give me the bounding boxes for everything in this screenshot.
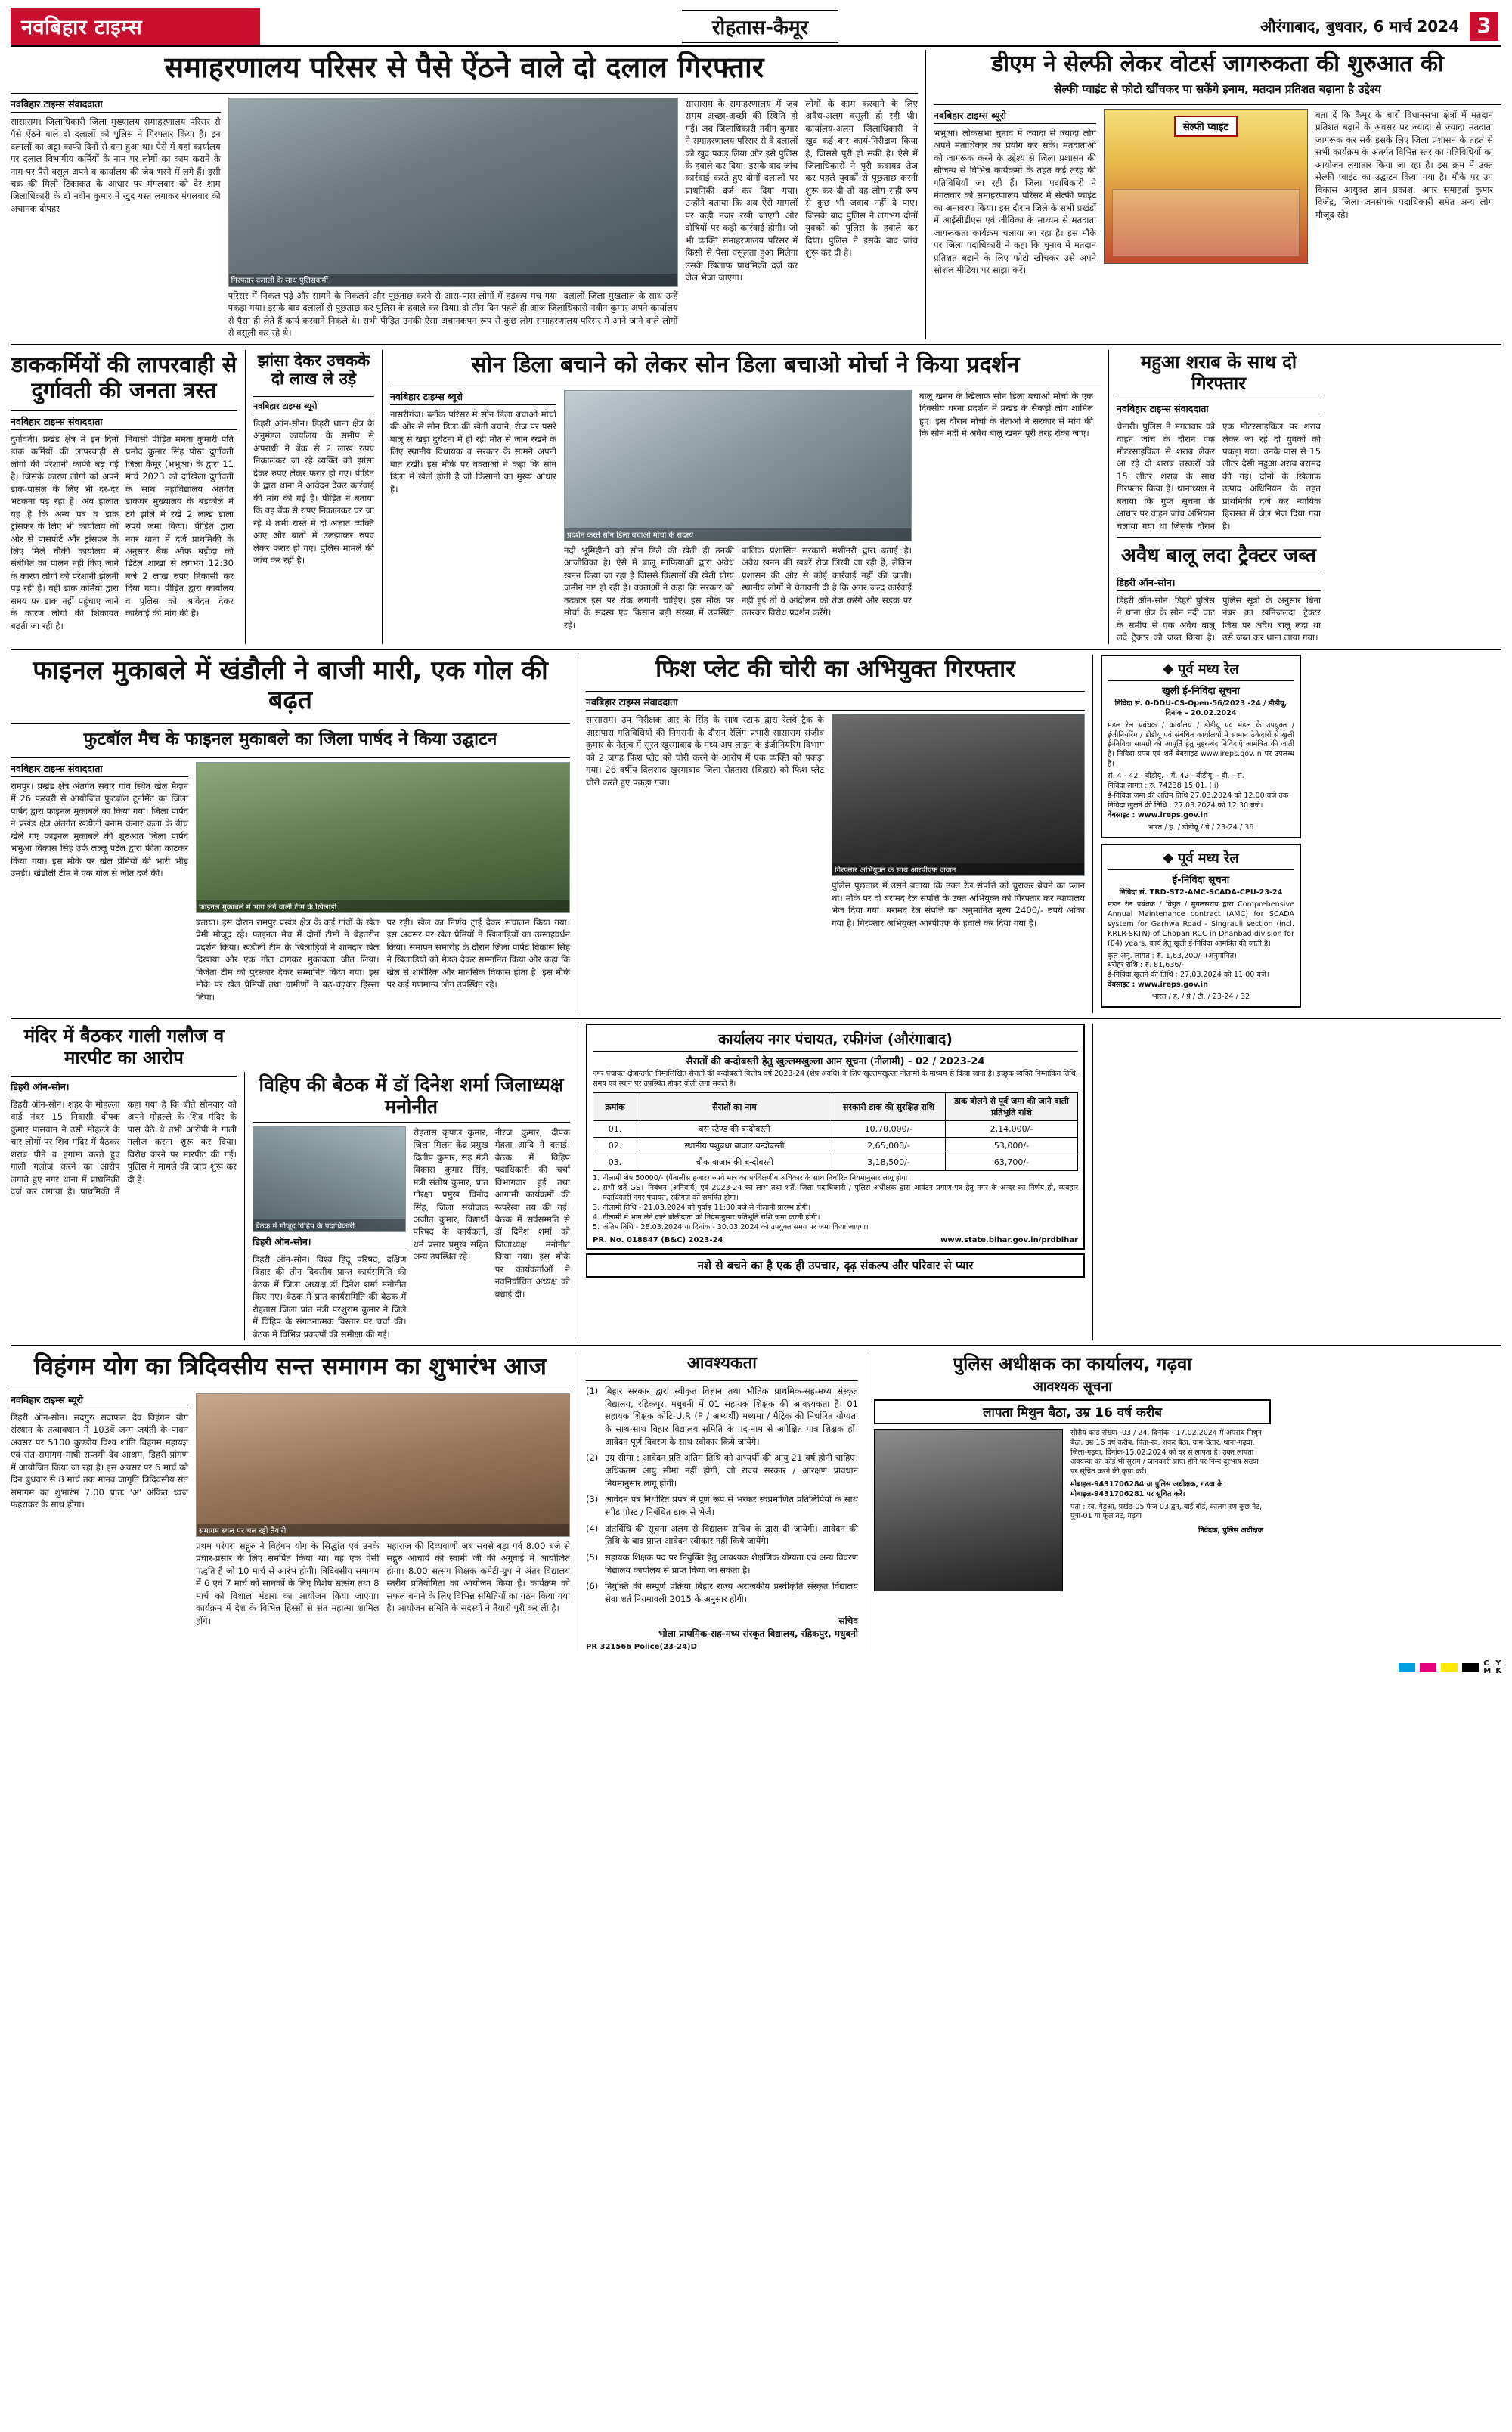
np-note-3: नीलामी में भाग लेने वाले बोलीदाता को नियमानुसार प्रतिभूति राशि जमा करनी होगी। <box>603 1213 820 1222</box>
lead-photo-col <box>228 98 678 339</box>
fishplate-byline: नवबिहार टाइम्स संवाददाता <box>586 696 1085 711</box>
np-col-1: सैरातों का नाम <box>637 1093 832 1121</box>
ad-vacancy <box>586 1351 858 1651</box>
np-col-3: डाक बोलने से पूर्व जमा की जाने वाली प्रतिभूति राशि <box>946 1093 1078 1121</box>
fourth-band <box>11 1024 1501 1340</box>
np-website[interactable]: www.state.bihar.gov.in/prdbihar <box>940 1235 1078 1244</box>
np-cell: 10,70,000/- <box>832 1121 946 1138</box>
fishplate-headline: फिश प्लेट की चोरी का अभियुक्त गिरफ्तार <box>655 655 1015 683</box>
vihangam-photo-col <box>196 1393 570 1627</box>
story-son <box>390 350 1101 644</box>
color-swatch-cyan <box>1399 1663 1415 1672</box>
cmyk-y: Y <box>1495 1659 1501 1668</box>
dm-col-1 <box>934 109 1096 276</box>
lead-photo-caption: गिरफ्तार दलालों के साथ पुलिसकर्मी <box>229 274 677 286</box>
ad-rail-2-body: मंडल रेल प्रबंधक / विद्युत / मुगलसराय द्वारा Comprehensive Annual Maintenance contract (AMC) for SCADA system for Garhwa Road - Singrauli section (incl. KRLR-SKTN) of Chopan RCC in Dhanbad division for (04) years, कार्य हेतु खुली ई-निविदा आमंत्रित की जाती है। <box>1108 900 1294 948</box>
football-photo-caption: फाइनल मुकाबले में भाग लेने वाली टीम के खिलाड़ी <box>197 900 569 912</box>
dm-col-2 <box>1315 109 1493 276</box>
police-banner: लापता मिथुन बैठा, उम्र 16 वर्ष करीब <box>874 1399 1271 1424</box>
list-item: (5) सहायक शिक्षक पद पर नियुक्ति हेतु आवश्यक शैक्षणिक योग्यता एवं अन्य विवरण विद्यालय कार्यालय से प्राप्त किया जा सकता है। <box>586 1552 858 1575</box>
jhansa-text: डिहरी ऑन-सोन। डिहरी थाना क्षेत्र के अनुमंडल कार्यालय के समीप से अपराधी ने बैंक से 2 लाख रुपए निकालकर जा रहे व्यक्ति को झांसा देकर रुपए लेकर फरार हो गए। पीड़ित के द्वारा थाना में आवेदन देकर कार्रवाई की मांग की गई है। पीड़ित ने बताया कि वह बैंक से रुपए निकालकर घर जा रहे थे तभी रास्ते में दो अज्ञात व्यक्ति आए और बातों में उलझाकर रुपए लेकर फरार हो गए। पुलिस मामले की जांच कर रही है। <box>253 418 374 566</box>
football-subhead: फुटबॉल मैच के फाइनल मुकाबले का जिला पार्षद ने किया उद्घाटन <box>83 729 497 749</box>
vacancy-title: आवश्यकता <box>687 1353 757 1373</box>
ad-rail-1-body: मंडल रेल प्रबंधक / कार्यालय / डीडीयू एवं मंडल के उपयुक्त / इंजीनियरिंग / डीडीयू एवं संबंधित कार्यालयों में सामान ठेकेदारों से खुली ई-निविदा सामग्री की आपूर्ति हेतु मुहर-बंद निविदाएँ आमंत्रित की जाती हैं। निविदा प्रपत्र एवं शर्तें वेबसाइट www.ireps.gov.in पर उपलब्ध हैं। <box>1108 720 1294 769</box>
list-item: (2) उम्र सीमा : आवेदन प्रति अंतिम तिथि को अभ्यर्थी की आयु 21 वर्ष होनी चाहिए। अधिकतम आयु सीमा नहीं होगी, जो राज्य सरकार / आरक्षण प्रावधान नियमानुसार लागू होगी। <box>586 1452 858 1489</box>
son-text-1: नासरीगंज। ब्लॉक परिसर में सोन डिला बचाओ मोर्चा की ओर से सोन डिला की खेती बचाने, रोज पर पसरे बालू से खड़ा दुर्घटना में हो रही मौत से जान रखने के लिए स्थानीय विधायक व सरकार के सामने अपनी बात रखी। इस मौके पर वक्ताओं ने कहा कि सोन डिला में खेती होती है जो किसानों का मुख्य आधार है। <box>390 408 556 494</box>
football-photo-col <box>196 762 570 1003</box>
vihangam-headline: विहंगम योग का त्रिदिवसीय सन्त समागम का शुभारंभ आज <box>34 1351 547 1380</box>
right-col-band2 <box>1117 350 1321 644</box>
jhansa-headline: झांसा देकर उचकके दो लाख ले उड़े <box>257 351 370 389</box>
balu-headline: अवैध बालू लदा ट्रैक्टर जब्त <box>1121 544 1316 568</box>
police-phones: मोबाइल-9431706284 या पुलिस अधीक्षक, गढ़वा के मोबाइल-9431706281 पर सूचित करें। <box>1070 1480 1223 1498</box>
son-byline: नवबिहार टाइम्स ब्यूरो <box>390 390 556 405</box>
ad-rail-2-l2: ई-निविदा खुलने की तिथि : 27.03.2024 को 11.00 बजे। <box>1108 971 1269 980</box>
football-col-1 <box>11 762 188 1003</box>
np-note-2: नीलामी तिथि - 21.03.2024 को पूर्वाह्न 11:00 बजे से नीलामी प्रारम्भ होगी। <box>603 1203 811 1212</box>
ad-rail-1-website[interactable]: वेबसाइट : www.ireps.gov.in <box>1108 811 1208 819</box>
np-cell: 2,65,000/- <box>832 1138 946 1154</box>
police-signoff: निवेदक, पुलिस अधीक्षक <box>1198 1526 1263 1535</box>
band4-spacer <box>1101 1024 1301 1340</box>
ad-rail-1-l1: निविदा लागत : रु. 74238 15.01. (ii) <box>1108 782 1219 791</box>
lead-text-4: लोगों के काम करवाने के लिए अवैध-अलग वसूली हो रही थी। कार्यालय-अलग जिलाधिकारी ने खुद कई बार कार्य-निरीक्षण किया है, जिससे पूरी हो सकी है। ऐसे में जिलाधिकारी ने पूरी कवायद तेज कर पहले युवकों से पूछताछ करनी शुरू कर दी तो वह लोग सही रूप से कुछ भी जवाब नहीं दे पाए। जिसके बाद पुलिस ने लगभग दोनों युवकों को पुलिस के हवाले कर दिया। पुलिस ने इसके बाद जांच शुरू कर दी है। <box>805 98 919 259</box>
np-intro: नगर पंचायत क्षेत्रान्तर्गत निम्नलिखित सैरातों की बन्दोबस्ती वित्तीय वर्ष 2023-24 (शेष अवधि) के लिए खुल्लमखुल्ला नीलामी के माध्यम से किया जाना है। इच्छुक व्यक्ति निम्नांकित तिथि, समय एवं स्थान पर उपस्थित होकर बोली लगा सकते हैं। <box>593 1070 1078 1089</box>
mahua-headline: महुआ शराब के साथ दो गिरफ्तार <box>1140 351 1297 394</box>
son-text-4: बालू खनन के खिलाफ सोन डिला बचाओ मोर्चा के एक दिवसीय धरना प्रदर्शन में प्रखंड के सैकड़ों लोग शामिल हुए। इस दौरान मोर्चा के नेताओं ने सरकार से मांग की कि सोन नदी में अवैध बालू खनन पूरी तरह रोका जाए। <box>919 390 1093 439</box>
mandir-col <box>11 1072 237 1340</box>
mahua-text: चेनारी। पुलिस ने मंगलवार को वाहन जांच के दौरान एक मोटरसाइकिल से शराब लेकर आ रहे दो शराब तस्करों को 15 लीटर शराब के साथ गिरफ्तार किया है। थानाध्यक्ष ने बताया कि गुप्त सूचना के आधार पर वाहन जांच अभियान चलाया गया था जिसके दौरान एक मोटरसाइकिल पर शराब लेकर जा रहे दो युवकों को पकड़ा गया। उनके पास से 15 लीटर देसी महुआ शराब बरामद की गई। दोनों के खिलाफ उत्पाद अधिनियम के तहत प्राथमिकी दर्ज कर न्यायिक हिरासत में जेल भेज दिया गया है। <box>1117 421 1321 531</box>
table-row <box>593 1138 1078 1154</box>
fishplate-text-2: पुलिस पूछताछ में उसने बताया कि उक्त रेल संपत्ति को चुराकर बेचने का प्लान था। मौके पर दो बरामद रेल संपत्ति के उक्त अभियुक्त को गिरफ्तार कर न्यायालय भेज दिया गया। बरामद रेल संपत्ति का अनुमानित मूल्य 2400/- रुपये आंका गया है। गिरफ्तार अभियुक्त आरपीएफ के हवाले कर दिया गया है। <box>832 880 1085 928</box>
story-balu <box>1117 543 1321 643</box>
story-mahua <box>1117 350 1321 533</box>
story-dak <box>11 350 237 644</box>
mandir-text: डिहरी ऑन-सोन। शहर के मोहल्ला वार्ड नंबर 15 निवासी दीपक कुमार पासवान ने उसी मोहल्ले के चार लोगों पर शिव मंदिर में बैठकर शराब पीने व हंगामा करते हुए गाली गलौज करने का आरोप लगाते हुए नगर थाना में प्राथमिकी दर्ज कर लगाया है। प्राथमिकी में कहा गया है कि बीते सोमवार को अपने मोहल्ले के शिव मंदिर के पास बैठे थे तभी आरोपी ने गाली गलौज करना शुरू कर दिया। विरोध करने पर मारपीट की गई। पुलिस ने मामले की जांच शुरू कर दी है। <box>11 1098 237 1197</box>
cmyk-labels <box>1483 1660 1491 1675</box>
np-note-1: सभी शर्तें GST निबंधन (अनिवार्य) एवं 2023-24 का लाभ तथा शर्तें, जिला पदाधिकारी / पुलिस अधीक्षक द्वारा आवंटन प्रमाण-पत्र हेतु नगर के अन्दर का निर्णय हो, व्यवहार पदाधिकारी नगर पंचायत, रफीगंज को समर्पित होगा। <box>603 1184 1078 1202</box>
np-pr-no: PR. No. 018847 (B&C) 2023-24 <box>593 1235 723 1244</box>
np-slogan: नशे से बचने का है एक ही उपचार, दृढ़ संकल्प और परिवार से प्यार <box>586 1253 1085 1278</box>
ad-rail-1-footer: भारत / ह. / डीडीयू / प्रे / 23-24 / 36 <box>1148 823 1254 832</box>
rail-logo-icon-2: ◆ <box>1163 850 1174 866</box>
ad-rail-2-l1: धरोहर राशि : रु. 81,636/- <box>1108 961 1185 970</box>
story-football <box>11 655 570 1014</box>
missing-person-photo <box>874 1429 1063 1591</box>
lead-col-3 <box>686 98 798 339</box>
mandir-byline: डिहरी ऑन-सोन। <box>11 1080 237 1095</box>
son-photo-col <box>564 390 912 631</box>
table-row <box>593 1154 1078 1171</box>
vhp-headline: विहिप की बैठक में डॉ दिनेश शर्मा जिलाध्यक्ष मनोनीत <box>259 1073 564 1118</box>
lead-headline: समाहरणालय परिसर से पैसे ऐंठने वाले दो दलाल गिरफ्तार <box>164 51 764 84</box>
football-text-3: पर रही। खेल का निर्णय ट्राई देकर संचालन किया गया। इस अवसर पर खेल प्रेमियों ने खिलाड़ियों का उत्साहवर्धन किया। समापन समारोह के दौरान जिला पार्षद विकास सिंह ने खिलाड़ियों को मेडल देकर सम्मानित किया और कहा कि खेल से शारीरिक और मानसिक विकास होता है। इस मौके पर कई गणमान्य लोग उपस्थित रहे। <box>386 917 570 990</box>
vacancy-signoff-role: सचिव <box>838 1615 858 1626</box>
lead-text-1: सासाराम। जिलाधिकारी जिला मुख्यालय समाहरणालय परिसर से पैसे ऐंठने वाले दो दलालों को पुलिस ने गिरफ्तार किया है। इन दलालों का अड्डा काफी दिनों से बना हुआ था। ऐसे में यहां कार्यालय पर दलाल विभागीय कर्मियों के नाम पर लोगों का काम कराने के नाम पर पैसे वसूल अपने व कार्यालय की जेब भरने में लगे हैं। इसी चक्र की मिली टिकाकत के आधार पर मंगलवार को देर शाम जिलाधिकारी के दो नवीन कुमार ने खुद गस्त लगाकर मंगलवार की अचानक दोपहर <box>11 116 221 214</box>
left-col-band4 <box>11 1024 570 1340</box>
police-address: पता : स्व. गेड़ुआ, प्रखंड-05 फेज 03 द्वन, बाई बॉर्ड, कालम रण कुछ नैट, पुत्रा-01 या फूल नट, गढ़वा <box>1070 1502 1263 1521</box>
np-col-0: क्रमांक <box>593 1093 637 1121</box>
dm-selfie-story <box>934 50 1501 339</box>
vhp-text-1: डिहरी ऑन-सोन। विश्व हिंदू परिषद, दक्षिण बिहार की तीन दिवसीय प्रान्त कार्यसमिति की बैठक में जिला अध्यक्ष डॉ दिनेश शर्मा मनोनीत किए गए। बैठक में प्रांत कार्यसमिति की बैठक में रोहतास जिला प्रांत मंत्री परशुराम कुमार ने जिले में विहिप के संगठनात्मक विस्तार पर चर्चा की। बैठक में विभिन्न प्रकल्पों की समीक्षा की गई। <box>253 1253 407 1340</box>
np-cell: 3,18,500/- <box>832 1154 946 1171</box>
vhp-text-3: नीरज कुमार, दीपक मेहता आदि ने बताई। बैठक में विहिप पदाधिकारी की चर्चा विभागवार हुई तथा आगामी कार्यक्रमों की रूपरेखा तय की गई। बैठक में सर्वसम्मति से डॉ दिनेश शर्मा को जिलाध्यक्ष मनोनीत किया गया। इस मौके पर कार्यकर्ताओं ने नवनिर्वाचित अध्यक्ष को बधाई दी। <box>494 1126 571 1300</box>
ad-rail-2-website[interactable]: वेबसाइट : www.ireps.gov.in <box>1108 981 1208 990</box>
np-note-0: नीलामी शेष 50000/- (पैंतालीस हजार) रुपये मात्र का पर्यवेक्षणीय अधिकार के साथ निर्धारित नियमानुसार लागू होगा। <box>603 1174 910 1183</box>
vihangam-text-1: डिहरी ऑन-सोन। सदगुरु सदाफल देव विहंगम योग संस्थान के तत्वावधान में 103वें जन्म जयंती के पावन अवसर पर 5100 कुण्डीय विश्व शांति विहंगम महायज्ञ एवं संत समागम माघी सप्तमी देव आश्रम, डिहरी प्रांगण में आयोजित किया जा रहा है। इस अवसर पर 6 मार्च को दिन बुधवार से 8 मार्च तक मानव जागृति त्रिदिवसीय संत समागम का शुभारंभ 7.00 प्रातः 'अ' अंकित ध्वज फहराकर के साथ होगा। <box>11 1411 188 1510</box>
np-subtitle: सैरातों की बन्दोबस्ती हेतु खुल्लमखुल्ला आम सूचना (नीलामी) - 02 / 2023-24 <box>686 1056 985 1068</box>
vacancy-signoff-name: भोला प्राथमिक-सह-मध्य संस्कृत विद्यालय, रहिकपुर, मधुबनी <box>658 1628 858 1639</box>
np-note-4: अंतिम तिथि - 28.03.2024 या दिनांक - 30.03.2024 को उपयुक्त समय पर जमा किया जाएगा। <box>603 1222 869 1231</box>
ad-rail-1-l0: सं. 4 - 42 - वीडीयू. - में. 42 - वीडीयू. - वी. - सं. <box>1108 772 1244 781</box>
football-photo <box>196 762 570 913</box>
vhp-photo <box>253 1126 406 1232</box>
lead-story <box>11 50 918 339</box>
ad-rail-1-subtitle: खुली ई-निविदा सूचना <box>1162 685 1240 697</box>
story-mandir <box>11 1024 570 1072</box>
police-title: पुलिस अधीक्षक का कार्यालय, गढ़वा <box>953 1352 1192 1374</box>
np-cell: चौक बाजार की बन्दोबस्ती <box>637 1154 832 1171</box>
bottom-band <box>11 1351 1501 1651</box>
story-fishplate <box>586 655 1085 1014</box>
np-cell: स्थानीय पशुबधा बाजार बन्दोबस्ती <box>637 1138 832 1154</box>
mahua-byline: नवबिहार टाइम्स संवाददाता <box>1117 402 1321 417</box>
football-text-2: बताया। इस दौरान रामपुर प्रखंड क्षेत्र के कई गांवों के खेल प्रेमी मौजूद रहे। फाइनल मैच में दोनों टीमों ने बेहतरीन प्रदर्शन किया। खंडौली टीम के खिलाड़ियों ने शानदार खेल दिखाया और एक गोल दागकर मुकाबला जीत लिया। विजेता टीम को पुरस्कार देकर सम्मानित किया गया। इस मौके पर खेल प्रेमियों तथा ग्रामीणों ने बढ़-चढ़कर हिस्सा लिया। <box>196 917 380 1002</box>
third-band <box>11 655 1501 1014</box>
list-item: (4) अंतर्विधि की सूचना अलग से विद्यालय सचिव के द्वारा दी जायेगी। आवेदन की तिथि के बाद प्राप्त आवेदन स्वीकार नहीं किये जायेंगे। <box>586 1523 858 1547</box>
publication-logo: नवबिहार टाइम्स <box>11 8 260 45</box>
rail-logo-icon: ◆ <box>1163 661 1174 677</box>
list-item: (3) आवेदन पत्र निर्धारित प्रपत्र में पूर्ण रूप से भरकर स्वप्रमाणित प्रतिलिपियों के साथ स्पीड पोस्ट / निबंधित डाक से भेजें। <box>586 1494 858 1518</box>
masthead-right <box>1260 8 1501 45</box>
dm-selfie-headline: डीएम ने सेल्फी लेकर वोटर्स जागरुकता की शुरुआत की <box>991 51 1444 77</box>
son-text-3: बालिक प्रशासित सरकारी मशीनरी द्वारा बताई है। अवैध खनन की खबरें रोज लिखी जा रही हैं, लेकिन प्रशासन की ओर से कोई कार्रवाई नहीं की जाती। स्थानीय लोगों ने चेतावनी दी है कि अगर जल्द कार्रवाई नहीं हुई तो वे आंदोलन को तेज करेंगे और सड़क पर उतरकर विरोध प्रदर्शन करेंगे। <box>742 544 912 618</box>
son-col-1 <box>390 390 556 631</box>
vhp-photo-col <box>253 1126 406 1340</box>
np-table <box>593 1092 1078 1171</box>
jhansa-byline: नवबिहार टाइम्स ब्यूरो <box>253 401 374 414</box>
ad-rail-1 <box>1101 655 1301 838</box>
son-headline: सोन डिला बचाने को लेकर सोन डिला बचाओ मोर्चा ने किया प्रदर्शन <box>471 351 1020 378</box>
ad-rail-2-title: ◆ पूर्व मध्य रेल <box>1108 849 1294 870</box>
np-cell: 01. <box>593 1121 637 1138</box>
edition-name-container <box>260 8 1260 45</box>
football-byline: नवबिहार टाइम्स संवाददाता <box>11 762 188 777</box>
police-subtitle: आवश्यक सूचना <box>1033 1378 1112 1395</box>
cmyk-c: C <box>1483 1659 1489 1668</box>
son-photo <box>564 390 912 541</box>
ad-rail-2 <box>1101 844 1301 1008</box>
lead-col-1 <box>11 98 221 339</box>
cmyk-k: K <box>1495 1666 1501 1675</box>
edition-name: रोहतास-कैमूर <box>682 10 838 43</box>
lead-col-4 <box>805 98 918 339</box>
top-block <box>11 50 1501 339</box>
fishplate-text-1: सासाराम। उप निरीक्षक आर के सिंह के साथ स्टाफ द्वारा रेलवे ट्रैक के आसपास गतिविधियों की निगरानी के दौरान रेलिंग प्रभारी सासाराम संजीव कुमार के नेतृत्व में सूरत खुरमाबाद के मध्य अप लाइन के इंजीनियरिंग विभाग को 2 जगह फिश प्लेट को चोरी करने के आरोप में एक व्यक्ति को पकड़ा गया। 26 वर्षीय दिलशाद खुरमाबाद जिला रोहतास (बिहार) को फिश प्लेट चोरी करते हुए पकड़ा गया। <box>586 714 824 788</box>
fishplate-photo-caption: गिरफ्तार अभियुक्त के साथ आरपीएफ जवान <box>832 863 1084 875</box>
son-text-2: नदी भूमिहीनों को सोन डिले की खेती ही उनकी आजीविका है। ऐसे में बालू माफियाओं द्वारा अवैध खनन किया जा रहा है जिससे किसानों की खेती योग्य जमीन नष्ट हो रही है। वक्ताओं ने कहा कि सरकार को तत्काल इस पर रोक लगानी चाहिए। इस मौके पर मोर्चा के सदस्य एवं किसान बड़ी संख्या में उपस्थित रहे। <box>564 544 734 630</box>
color-swatch-yellow <box>1441 1663 1458 1672</box>
np-cell: 02. <box>593 1138 637 1154</box>
son-photo-caption: प्रदर्शन करते सोन डिला बचाओ मोर्चा के सदस्य <box>565 528 911 541</box>
vacancy-list <box>586 1385 858 1609</box>
lead-photo <box>228 98 678 287</box>
vihangam-col-1 <box>11 1393 188 1627</box>
balu-text: डिहरी ऑन-सोन। डिहरी पुलिस ने थाना क्षेत्र के सोन नदी घाट के समीप से एक अवैध बालू लदे ट्रैक्टर को जब्त किया है। पुलिस सूत्रों के अनुसार बिना नंबर का खनिजलदा ट्रैक्टर जिस पर अवैध बालू लदा था उसे जब्त कर थाना लाया गया। <box>1117 594 1321 643</box>
vhp-byline: डिहरी ऑन-सोन। <box>253 1235 406 1250</box>
np-cell: 03. <box>593 1154 637 1171</box>
vacancy-pr-no: PR 321566 Police(23-24)D <box>586 1642 697 1651</box>
list-item: (1) बिहार सरकार द्वारा स्वीकृत विज्ञान तथा भौतिक प्राथमिक-सह-मध्य संस्कृत विद्यालय, रहिकपुर, मधुबनी में 01 सहायक शिक्षक की आवश्यकता है। 01 सहायक शिक्षक कोटि-U.R (P / अभ्यर्थी) मध्यमा / मैट्रिक की निर्धारित योग्यता के साथ-साथ बिहार विद्यालय समिति के पद-नाम से अपेक्षित पात्र शिक्षक हों। आवेदन पूर्ण विवरण के साथ स्वीकार किये जायेंगे। <box>586 1385 858 1447</box>
story-vihangam <box>11 1351 570 1651</box>
color-swatch-black <box>1462 1663 1479 1672</box>
ad-police <box>874 1351 1271 1651</box>
np-cell: 53,000/- <box>946 1138 1078 1154</box>
story-vhp <box>253 1072 570 1340</box>
vihangam-photo-caption: समागम स्थल पर चल रही तैयारी <box>197 1524 569 1536</box>
masthead <box>11 8 1501 47</box>
ad-nagar-panchayat: कार्यालय नगर पंचायत, रफीगंज (औरंगाबाद) सैरातों की बन्दोबस्ती हेतु खुल्लमखुल्ला आम सूचना (नीलामी) - 02 / 2023-24 नगर पंचायत क्षेत्रान्तर्गत निम्नलिखित सैरातों की बन्दोबस्ती वित्तीय वर्ष 2023-24 (शेष अवधि) के लिए खुल्लमखुल्ला नीलामी के माध्यम से किया जाना है। इच्छुक व्यक्ति निम्नांकित तिथि, समय एवं स्थान पर उपस्थित होकर बोली लगा सकते हैं। क्रमांक सैरातों का नाम सरकारी डाक की सुरक्षित राशि डाक बोलने से पूर्व जमा की जाने वाली प्रतिभूति राशि 01. बस स्टैण्ड की बन्दोबस्ती 10,70,000/- 2,14,000/- 02. स्थानीय पशुबधा बाजार बन्दोबस्ती 2,65,000/- 53,000/- 03. चौक बाजार की बन्दोबस्ती 3,18,500/- 63,700/- 1. नीलामी शेष 50000/- (पैंतालीस हजार) रुपये मात्र का पर्यवेक्षणीय अधिकार के साथ निर्धारित नियमानुसार लागू होगा। 2. सभी शर्तें GST निबंधन (अनिवार्य) एवं 2023-24 का लाभ तथा शर्तें, जिला पदाधिकारी / पुलिस अधीक्षक द्वारा आवंटन प्रमाण-पत्र हेतु नगर के अन्दर का निर्णय हो, व्यवहार पदाधिकारी नगर पंचायत, रफीगंज को समर्पित होगा। 3. नीलामी तिथि - 21.03.2024 को पूर्वाह्न 11:00 बजे से नीलामी प्रारम्भ होगी। 4. नीलामी में भाग लेने वाले बोलीदाता को नियमानुसार प्रतिभूति राशि जमा करनी होगी। 5. अंतिम तिथि - 28.03.2024 या दिनांक - 30.03.2024 को उपयुक्त समय पर जमा किया जाएगा। PR. No. 018847 (B&C) 2023-24 www.state.bihar.gov.in/prdbihar नशे से बचने का है एक ही उपचार, दृढ़ संकल्प और परिवार से प्यार <box>586 1024 1085 1340</box>
rail-ads-column <box>1101 655 1301 1014</box>
selfie-point-poster <box>1104 109 1308 264</box>
ad-rail-1-l3: निविदा खुलने की तिथि : 27.03.2024 को 12.30 बजे। <box>1108 801 1263 810</box>
color-swatch-magenta <box>1420 1663 1436 1672</box>
ad-rail-2-footer: भारत / ह. / प्रे / टी. / 23-24 / 32 <box>1151 993 1250 1002</box>
ad-rail-1-l2: ई-निविदा जमा की अंतिम तिथि 27.03.2024 को 12.00 बजे तक। <box>1108 792 1291 801</box>
football-text-1: रामपुर। प्रखंड क्षेत्र अंतर्गत सवार गांव स्थित खेल मैदान में 26 फरवरी से आयोजित फुटबॉल टूर्नामेंट का जिला पार्षद द्वारा फाइनल मुकाबले का किया गया। जिला पार्षद ने प्रखंड क्षेत्र अंतर्गत खंडौली बनाम केनार कला के बीच खेले गए फाइनल मुकाबले की शुरुआत जिला पार्षद भभुआ विकास सिंह उर्फ लल्लू पटेल द्वारा फीता काटकर किया गया। इस मौके पर खेल प्रेमियों की भारी भीड़ उमड़ी। खंडौली टीम ने एक गोल से जीत दर्ज की। <box>11 781 188 879</box>
vihangam-byline: नवबिहार टाइम्स ब्यूरो <box>11 1393 188 1408</box>
dak-text-1: दुर्गावती। प्रखंड क्षेत्र में इन दिनों डाक कर्मियों की लापरवाही से लोगों की परेशानी काफी बढ़ गई है। जिसके कारण लोगों को अपने डाक-पार्सल के लिए भी दर-दर भटकना पड़ रहा है। अब हालात यह है कि अन्य पत्र व डाक ट्रांसफर के लिए भी कार्यालय की ओर से पासपोर्ट और ट्रांसफर के लिए मिले चौकी कार्यालय में संबंधित का पालन नहीं किए जाने के कारण लोगों को परेशानी झेलनी पड़ रही है। वहीं डाक कर्मियों द्वारा समय पर डाक नहीं पहुंचाए जाने के कारण लोगों की शिकायत बढ़ती जा रही है। <box>11 433 119 631</box>
story-jhansa <box>253 350 374 644</box>
dak-byline: नवबिहार टाइम्स संवाददाता <box>11 415 237 430</box>
dm-poster-col <box>1104 109 1308 276</box>
publication-date: औरंगाबाद, बुधवार, 6 मार्च 2024 <box>1260 17 1459 36</box>
police-body: सौरीय कांड संख्या -03 / 24, दिनांक - 17.02.2024 में अपराध मिथुन बैठा, उम्र 16 वर्ष करीब, पिता-स्व. शंकर बैठा, ग्राम-चेतार, थाना-गढ़वा, जिला-गढ़वा, दिनांक-15.02.2024 को घर से लापता है। उक्त लापता अवयस्क का कोई भी सुराग / जानकारी प्राप्त होने पर निम्न दूरभाष संख्या पर सूचित करने की कृपा करें। <box>1070 1428 1262 1476</box>
np-table-header-row <box>593 1093 1078 1121</box>
cmyk-labels-2 <box>1495 1660 1501 1675</box>
np-cell: बस स्टैण्ड की बन्दोबस्ती <box>637 1121 832 1138</box>
dm-text-2: बता दें कि कैमूर के चारों विधानसभा क्षेत्रों में मतदान प्रतिशत बढ़ाने के अवसर पर ज्यादा से ज्यादा मतदाता जागरूक कर सकें इसके लिए जिला प्रशासन के तहत से सभी कार्यक्रम के अंतर्गत विभिन्न स्तर का गतिविधियों का आयोजन लगातार किया जा रहा है। इस क्रम में उक्त सेल्फी प्वाइंट का उद्घाटन किया गया है। मौके पर उप विकास आयुक्त ज्ञान प्रकाश, अपर समाहर्ता कुमार विजेंद्र, जिला जनसंपर्क पदाधिकारी समेत अन्य लोग मौजूद रहे। <box>1315 110 1493 220</box>
lead-text-2: परिसर में निकल पड़े और सामने के निकलने और पूछताछ करने से आस-पास लोगों में हड़कंप मच गया। दलालों जिला मुखलाल के साथ उन्हें पकड़ा गया। इसके बाद दलालों से पूछताछ कर पुलिस के हवाले कर दिया। दो तीन दिन पहले ही आज जिलाधिकारी नवीन कुमार अपने कार्यालय से पैसा ही लेते हैं कार्य करवाने निकले थे। सभी पीड़ित उनकी ऐसा अचानकपन रूप से कुछ लोग समाहरणालय परिसर में आने जाने वाले लोगों से वसूली कर रहे थे। <box>228 290 678 339</box>
ad-rail-2-ref: निविदा सं. TRD-ST2-AMC-SCADA-CPU-23-24 <box>1119 888 1283 897</box>
dm-byline: नवबिहार टाइम्स ब्यूरो <box>934 109 1096 124</box>
vihangam-text-2: प्रथम परंपरा सद्गुरु ने विहंगम योग के सिद्धांत एवं उनके प्रचार-प्रसार के लिए समर्पित किया था। वह एक ऐसी पद्धति है जो 10 मार्च से आरंभ होगी। त्रिदिवसीय समागम में 6 एवं 7 मार्च को साधकों के लिए विशेष सत्संग तथा 8 मार्च को विशाल भंडारा का आयोजन किया जाएगा। कार्यक्रम में देश के विभिन्न हिस्सों से संत महात्मा शामिल होंगे। <box>196 1540 380 1626</box>
table-row <box>593 1121 1078 1138</box>
fishplate-photo-col <box>832 714 1085 929</box>
poster-title: सेल्फी प्वाइंट <box>1174 116 1238 137</box>
dak-text-2: निवासी पीड़ित ममता कुमारी पति प्रमोद कुमार सिंह पोस्ट दुर्गावती जिला कैमूर (भभुआ) के द्वारा 11 मार्च 2023 को दाखिला दुर्गावती के साथ महाविद्यालय अंतर्गत डाकघर मुख्यालय के बड़कोले में टंगे झोले में रखे 2 लाख डाला रुपये जमा किया। पीड़ित द्वारा नगर थाना में दर्ज प्राथमिकी के अनुसार बैंक ऑफ बड़ौदा की डिटेल शाखा से लगभग 12:30 बजे 2 लाख रुपए निकासी कर दिया गया। पीड़ित द्वारा कार्यालय व पुलिस को आवेदन देकर कार्रवाई की मांग की है। <box>125 433 234 619</box>
football-headline: फाइनल मुकाबले में खंडौली ने बाजी मारी, एक गोल की बढ़त <box>33 655 548 715</box>
fishplate-photo <box>832 714 1085 876</box>
vhp-text-2: रोहतास कृपाल कुमार, जिला मिलन केंद्र प्रमुख दिलीप कुमार, सह मंत्री विकास कुमार सिंह, मंत्री संतोष कुमार, प्रांत गौरक्षा प्रमुख विनोद सिंह, जिला संयोजक अजीत कुमार, विद्यार्थी परिषद के कार्यकर्ता, धर्म प्रसार प्रमुख सहित अन्य उपस्थित रहे। <box>413 1126 488 1262</box>
list-item: (6) नियुक्ति की सम्पूर्ण प्रक्रिया बिहार राज्य अराजकीय प्रस्वीकृति संस्कृत विद्यालय सेवा शर्त नियमावली 2015 के अनुसार होगी। <box>586 1581 858 1605</box>
lead-byline: नवबिहार टाइम्स संवाददाता <box>11 98 221 113</box>
np-cell: 63,700/- <box>946 1154 1078 1171</box>
police-photo-col <box>874 1429 1063 1591</box>
police-text-col <box>1070 1429 1263 1591</box>
np-col-2: सरकारी डाक की सुरक्षित राशि <box>832 1093 946 1121</box>
second-band <box>11 350 1501 644</box>
np-cell: 2,14,000/- <box>946 1121 1078 1138</box>
dak-headline: डाककर्मियों की लापरवाही से दुर्गावती की जनता त्रस्त <box>11 351 237 403</box>
ad-rail-2-subtitle: ई-निविदा सूचना <box>1172 874 1230 886</box>
vihangam-text-3: महाराज की दिव्यवाणी जब सबसे बड़ा पर्व 8.00 बजे से सद्गुरु आचार्य की स्वामी जी की अगुवाई में आयोजित होगा। 8.00 सत्संग शिक्षक कमेटी-ग्रुप ने अंतर विद्यालय स्तरीय प्रतियोगिता का आयोजन किया है। कार्यक्रम को सफल बनाने के लिए विभिन्न समितियों का गठन किया गया है। आयोजन समिति के सदस्यों ने तैयारी पूरी कर ली है। <box>386 1540 570 1614</box>
mandir-headline: मंदिर में बैठकर गाली गलौज व मारपीट का आरोप <box>23 1025 225 1068</box>
vihangam-photo <box>196 1393 570 1537</box>
vhp-photo-caption: बैठक में मौजूद विहिप के पदाधिकारी <box>253 1219 405 1231</box>
ad-rail-1-title: ◆ पूर्व मध्य रेल <box>1108 660 1294 681</box>
dm-selfie-subhead: सेल्फी प्वाइंट से फोटो खींचकर पा सकेंगे इनाम, मतदान प्रतिशत बढ़ाना है उद्देश्य <box>1054 82 1381 96</box>
ad-rail-1-ref: निविदा सं. 0-DDU-CS-Open-56/2023 -24 / डीडीयू, दिनांक - 20.02.2024 <box>1114 699 1287 717</box>
cmyk-m: M <box>1483 1666 1492 1675</box>
footer-color-bar <box>11 1657 1501 1675</box>
np-office: कार्यालय नगर पंचायत, रफीगंज (औरंगाबाद) <box>593 1029 1078 1052</box>
balu-byline: डिहरी ऑन-सोन। <box>1117 576 1321 591</box>
page-number: 3 <box>1470 12 1498 41</box>
dm-text-1: भभुआ। लोकसभा चुनाव में ज्यादा से ज्यादा लोग अपने मताधिकार का प्रयोग कर सकें। मतदाताओं को जागरूक करने के उद्देश्य से जिला प्रशासन की सौजन्य से विभिन्न कार्यक्रमों के तहत कई तरह की गतिविधियाँ जा रही हैं। जिला पदाधिकारी ने मंगलवार को समाहरणालय परिसर में सेल्फी प्वाइंट का अनावरण किया। इस दौरान जिले के सभी प्रखंडों में आईसीडीएस एवं जीविका के माध्यम से मतदाता जागरूकता कार्यक्रम चलाया जा रहा है। इस मौके पर जिला पदाधिकारी ने कहा कि चुनाव में मतदान प्रतिशत बढ़ाने के लिए फोटो खींचकर उसे अपने सोशल मीडिया पर साझा करें। <box>934 128 1096 275</box>
lead-text-3: सासाराम के समाहरणालय में जब समय अच्छा-अच्छी की स्थिति हो गई। जब जिलाधिकारी नवीन कुमार ने समाहरणालय परिसर से वे दलालों को खुद पकड़ लिया और इसे पुलिस के हवाले कर दिया। इसके बाद जांच कार्रवाई करते हुए दोनों दलालों पर प्राथमिकी दर्ज कर दिया गया। उन्होंने बताया कि अब ऐसे मामलों पर कड़ी नजर रखी जाएगी और दोषियों पर कड़ी कार्रवाई होगी। जो भी व्यक्ति समाहरणालय परिसर में किसी से पैसा वसूलता हुआ मिलेगा उसके खिलाफ प्राथमिकी दर्ज कर जेल भेजा जाएगा। <box>685 98 798 283</box>
ad-rail-2-l0: कुल अनु. लागत : रु. 1,63,200/- (अनुमानित) <box>1108 951 1237 960</box>
